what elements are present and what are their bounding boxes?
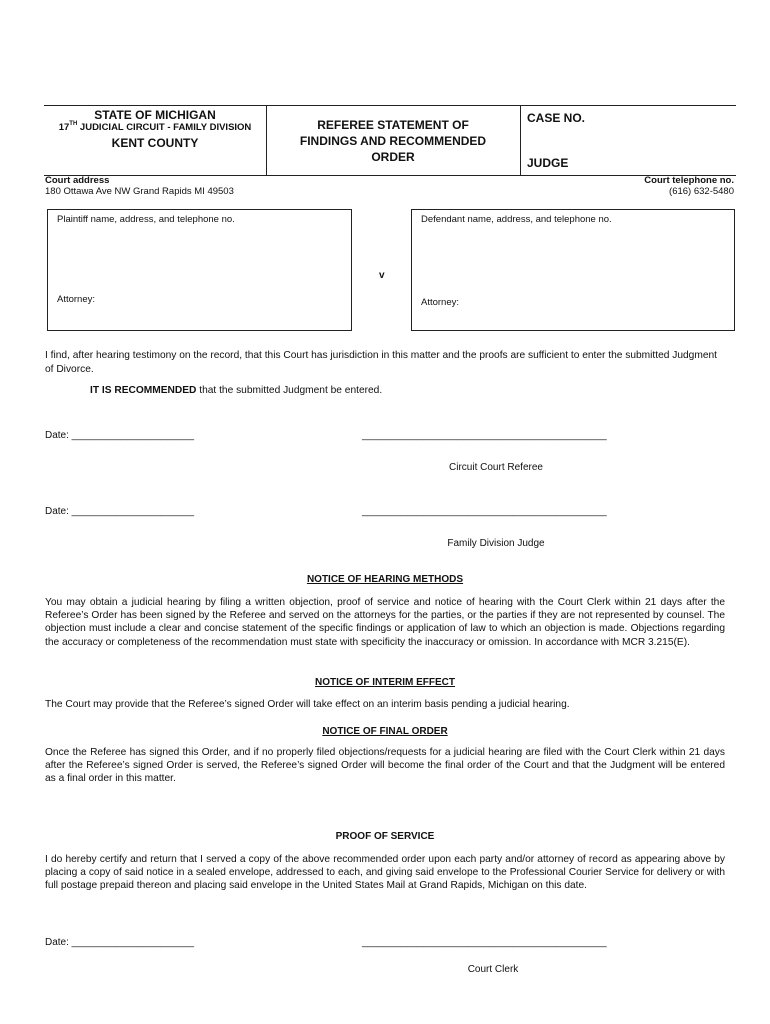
plaintiff-box-right-edge — [351, 209, 352, 330]
plaintiff-box-top-edge — [47, 209, 351, 210]
defendant-box[interactable] — [411, 209, 734, 330]
final-notice-title: NOTICE OF FINAL ORDER — [322, 726, 448, 737]
defendant-box-left-edge — [411, 209, 412, 330]
court-phone-label: Court telephone no. — [644, 175, 734, 186]
defendant-label: Defendant name, address, and telephone no. — [421, 214, 612, 225]
recommendation — [90, 385, 382, 396]
hearing-notice-text: You may obtain a judicial hearing by filing a written objection, proof of service and notice of hearing with the Court Clerk within 21 days after the Referee’s Order has been signed by the Referee and served on the attorneys for the parties, or the parties if they are not represented by counsel. The objection must include a clear and concise statement of the specific findings or application of law to which an objection is made. Objections regarding the accuracy or completeness of the recommendation must state with specificity the inaccuracy or omission. In accordance with MCR 3.215(E). — [45, 597, 725, 648]
plaintiff-attorney-label: Attorney: — [57, 294, 96, 305]
court-address: 180 Ottawa Ave NW Grand Rapids MI 49503 — [45, 186, 234, 197]
judge-signature-line[interactable]: ____________________________________________ — [362, 506, 607, 517]
circuit-text: JUDICIAL CIRCUIT - FAMILY DIVISION — [77, 122, 252, 133]
clerk-date-field[interactable]: Date: ______________________ — [45, 937, 195, 948]
state-name: STATE OF MICHIGAN — [94, 108, 216, 122]
versus-label: v — [379, 270, 385, 281]
case-no-label: CASE NO. — [527, 111, 586, 125]
judge-title: Family Division Judge — [447, 538, 545, 549]
circuit-suffix: TH — [69, 121, 78, 127]
interim-notice-text: The Court may provide that the Referee’s signed Order will take effect on an interim basis pending a judicial hearing. — [45, 699, 570, 710]
header-divider-right — [520, 105, 521, 175]
clerk-title: Court Clerk — [467, 964, 519, 975]
referee-signature-line[interactable]: ____________________________________________ — [362, 430, 607, 441]
circuit-number: 17 — [58, 122, 70, 133]
findings-text: I find, after hearing testimony on the record, that this Court has jurisdiction in this matter and the proofs are sufficient to enter the submitted Judgment of Divorce. — [45, 350, 717, 375]
clerk-signature-line[interactable]: ____________________________________________ — [362, 937, 607, 948]
county-name: KENT COUNTY — [111, 136, 199, 150]
defendant-box-right-edge — [734, 209, 735, 330]
proof-of-service-title: PROOF OF SERVICE — [335, 831, 435, 842]
defendant-box-bottom-edge — [411, 330, 735, 331]
recommendation-bold: IT IS RECOMMENDED — [90, 385, 197, 396]
plaintiff-label: Plaintiff name, address, and telephone no. — [57, 214, 235, 225]
judge-label: JUDGE — [527, 156, 569, 170]
defendant-attorney-label: Attorney: — [421, 297, 460, 308]
court-phone: (616) 632-5480 — [669, 186, 734, 197]
hearing-notice-title: NOTICE OF HEARING METHODS — [306, 574, 464, 585]
referee-title: Circuit Court Referee — [449, 462, 543, 473]
proof-of-service-text: I do hereby certify and return that I served a copy of the above recommended order upon each party and/or attorney of record as appearing above by placing a copy of said notice in a sealed envelope, addressed to each, and giving said envelope to the Professional Courier Service for delivery or with full postage prepaid thereon and placing said envelope in the United States Mail at Grand Rapids, Michigan on this date. — [45, 854, 725, 892]
plaintiff-box-bottom-edge — [47, 330, 352, 331]
court-address-label: Court address — [45, 175, 110, 186]
judge-date-field[interactable]: Date: ______________________ — [45, 506, 195, 517]
circuit-name — [44, 122, 266, 133]
form-title: REFEREE STATEMENT OF FINDINGS AND RECOMMENDED ORDER — [299, 118, 487, 164]
defendant-box-top-edge — [411, 209, 734, 210]
final-notice-text: Once the Referee has signed this Order, and if no properly filed objections/requests for a judicial hearing are filed with the Court Clerk within 21 days after the Referee’s signed Order is served, the Referee’s signed Order will become the final order of the Court and that the Judgment will be entered as a final order in this matter. — [45, 747, 725, 785]
header-top-rule — [44, 105, 736, 106]
plaintiff-box-left-edge — [47, 209, 48, 330]
interim-notice-title: NOTICE OF INTERIM EFFECT — [315, 677, 455, 688]
header-divider-left — [266, 105, 267, 175]
recommendation-text: that the submitted Judgment be entered. — [196, 385, 383, 396]
referee-date-field[interactable]: Date: ______________________ — [45, 430, 195, 441]
plaintiff-box[interactable] — [47, 209, 351, 330]
